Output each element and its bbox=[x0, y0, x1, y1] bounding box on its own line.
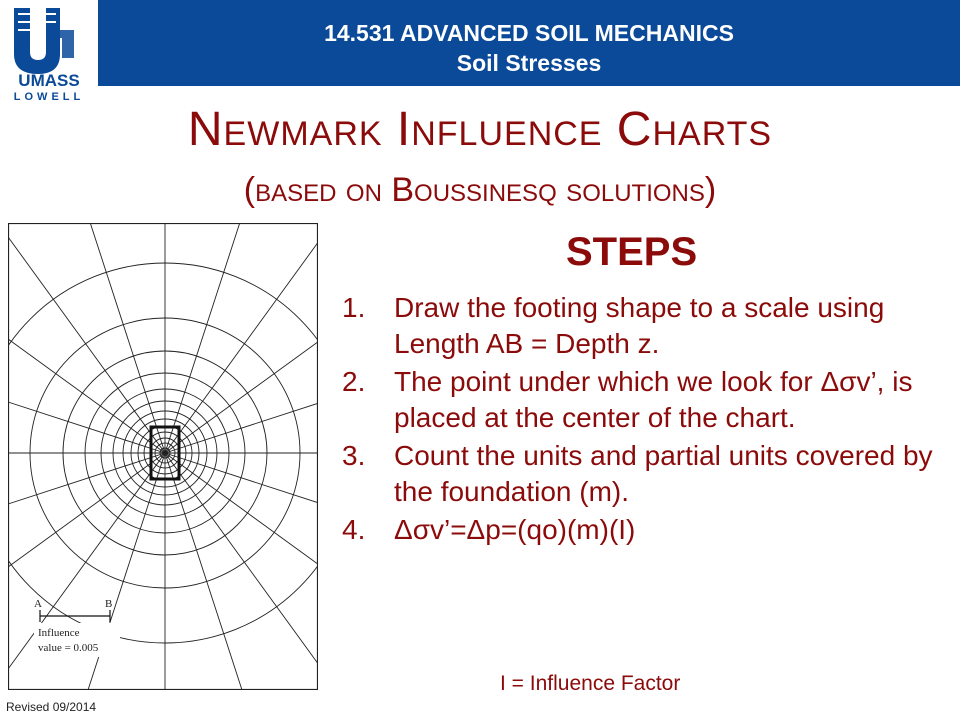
influence-factor-note: I = Influence Factor bbox=[500, 672, 681, 695]
course-title: 14.531 ADVANCED SOIL MECHANICS bbox=[324, 20, 734, 46]
steps-list bbox=[336, 290, 956, 550]
newmark-chart-figure bbox=[8, 223, 318, 690]
slide-subtitle: (based on Boussinesq solutions) bbox=[243, 171, 717, 209]
step-item: 2. The point under which we look for Δσv’, is placed at the center of the chart. bbox=[342, 366, 913, 433]
topic-title: Soil Stresses bbox=[456, 50, 602, 76]
header-bar bbox=[98, 0, 960, 86]
umass-lowell-logo bbox=[0, 0, 98, 104]
step-item-formula: 4. Δσv’=Δp=(qo)(m)(I) bbox=[342, 514, 636, 545]
step-item: 1. Draw the footing shape to a scale using Length AB = Depth z. bbox=[342, 292, 885, 359]
influence-label: Influence bbox=[38, 627, 80, 639]
steps-heading: STEPS bbox=[566, 230, 698, 274]
influence-value: value = 0.005 bbox=[38, 642, 99, 654]
revised-date: Revised 09/2014 bbox=[6, 700, 97, 714]
label-a: A bbox=[34, 598, 42, 610]
svg-text:UMASS: UMASS bbox=[18, 71, 80, 90]
slide-title: Newmark Influence Charts bbox=[187, 103, 773, 156]
svg-text:LOWELL: LOWELL bbox=[13, 91, 85, 103]
label-b: B bbox=[105, 598, 113, 610]
step-item: 3. Count the units and partial units covered by the foundation (m). bbox=[342, 440, 933, 507]
